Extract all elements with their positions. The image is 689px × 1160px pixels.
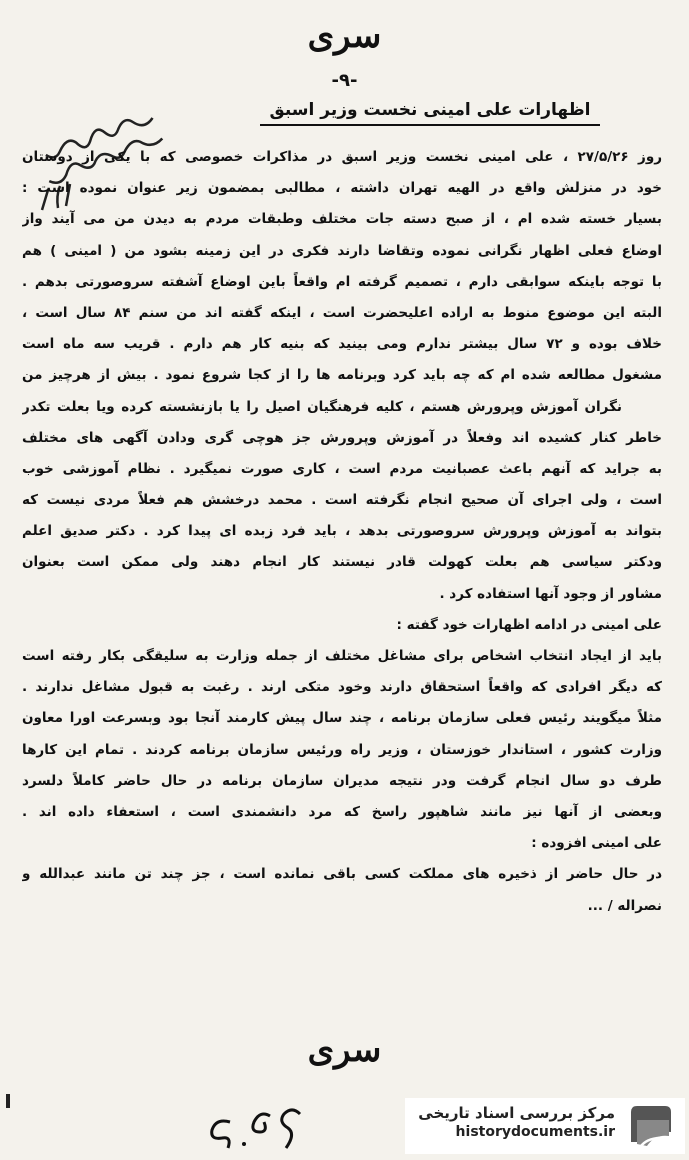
watermark-title: مرکز بررسی اسناد تاریخی [418, 1104, 615, 1122]
body-line: بتواند به آموزش وپرورش سروصورتی بدهد ، باید فرد زبده ای پیدا کرد . دکتر صدیق اعلم [22, 523, 662, 540]
handwritten-page-number [200, 1102, 320, 1152]
body-line: ودکتر سیاسی هم بعلت کهولت قادر نیستند کار انجام دهند ولی ممکن است بعنوان [22, 554, 662, 571]
page-number: -۹- [331, 70, 358, 91]
body-line: نصراله / ... [587, 897, 662, 914]
body-line: وبعضی از آنها نیز مانند شاهپور راسخ که مرد دانشمندی است ، استعفاء داده اند . [22, 803, 662, 820]
body-line: است ، ولی اجرای آن صحیح انجام نگرفته است . محمد درخشش هم فعلاً مردی نیست که [22, 492, 662, 509]
body-line: البته این موضوع منوط به اراده اعلیحضرت است ، اینکه گفته اند من سنم ۸۴ سال است ، [22, 304, 662, 321]
document-title: اظهارات علی امینی نخست وزیر اسبق [260, 100, 600, 126]
classification-top: سری [307, 16, 382, 56]
classification-bottom: سری [307, 1030, 382, 1070]
body-line: روز ۲۷/۵/۲۶ ، علی امینی نخست وزیر اسبق در مذاکرات خصوصی که با یکی از دوستان [22, 149, 662, 165]
archive-logo-icon [625, 1102, 677, 1150]
body-line: به جراید که آنهم باعث عصبانیت مردم است ، کاری صورت نمیگیرد . نظام آموزشی خوب [22, 460, 662, 477]
watermark-url: historydocuments.ir [455, 1124, 615, 1140]
watermark-logo [405, 1098, 685, 1154]
body-line: طرف دو سال انجام گرفت ودر نتیجه مدیران سازمان برنامه در حال حاضر کاملاً دلسرد [22, 772, 662, 789]
body-line: که دیگر افرادی که واقعاً استحقاق دارند وخود متکی ارند . رغبت به قبول مشاغل ندارند . [22, 679, 662, 696]
body-line: خلاف بوده و ۷۲ سال بیشتر ندارم ومی بینید که بنیه کار هم دارم . قریب سه ماه است [22, 336, 662, 353]
margin-mark [6, 1094, 10, 1108]
document-body [22, 142, 662, 922]
watermark-text [418, 1104, 615, 1140]
body-line: خاطر کنار کشیده اند وفعلاً در آموزش وپرورش جز هوچی گری ودادن آگهی های مختلف [22, 429, 662, 446]
body-line: مشاور از وجود آنها استفاده کرد . [439, 585, 662, 602]
body-line: علی امینی افزوده : [531, 835, 662, 852]
body-line: باید از ایجاد انتخاب اشخاص برای مشاغل مختلف از جمله وزارت به سلیقگی بکار رفته است [22, 648, 662, 664]
body-line: بسیار خسته شده ام ، از صبح دسته جات مختلف وطبقات مردم به دیدن من می آیند واز [22, 211, 662, 228]
body-line: در حال حاضر از ذخیره های مملکت کسی باقی نمانده است ، جز چند تن مانند عبدالله و [22, 866, 662, 883]
body-line: خود در منزلش واقع در الهیه تهران داشته ، مطالبی بمضمون زیر عنوان نموده است : [22, 180, 662, 197]
body-line: نگران آموزش وپرورش هستم ، کلیه فرهنگیان اصیل را یا بازنشسته کرده ویا بعلت تکدر [22, 398, 622, 415]
body-line: مشغول مطالعه شده ام که چه باید کرد وبرنامه ها را از کجا شروع نمود . بیش از هرچیز من [22, 367, 662, 384]
body-line: وزارت کشور ، استاندار خوزستان ، وزیر راه ورئیس سازمان برنامه کردند . تمام این کارها [22, 741, 662, 758]
body-line: مثلاً میگویند رئیس فعلی سازمان برنامه ، چند سال پیش کارمند آنجا بود وبسرعت اورا معاون [22, 710, 662, 727]
body-line: اوضاع فعلی اظهار نگرانی نموده وتقاضا دارند فکری در این زمینه بشود من ( امینی ) هم [22, 242, 662, 259]
body-line: با توجه باینکه سوابقی دارم ، تصمیم گرفته ام واقعاً باین اوضاع آشفته سروصورتی بدهم . [22, 273, 662, 290]
body-line: علی امینی در ادامه اظهارات خود گفته : [396, 616, 662, 633]
